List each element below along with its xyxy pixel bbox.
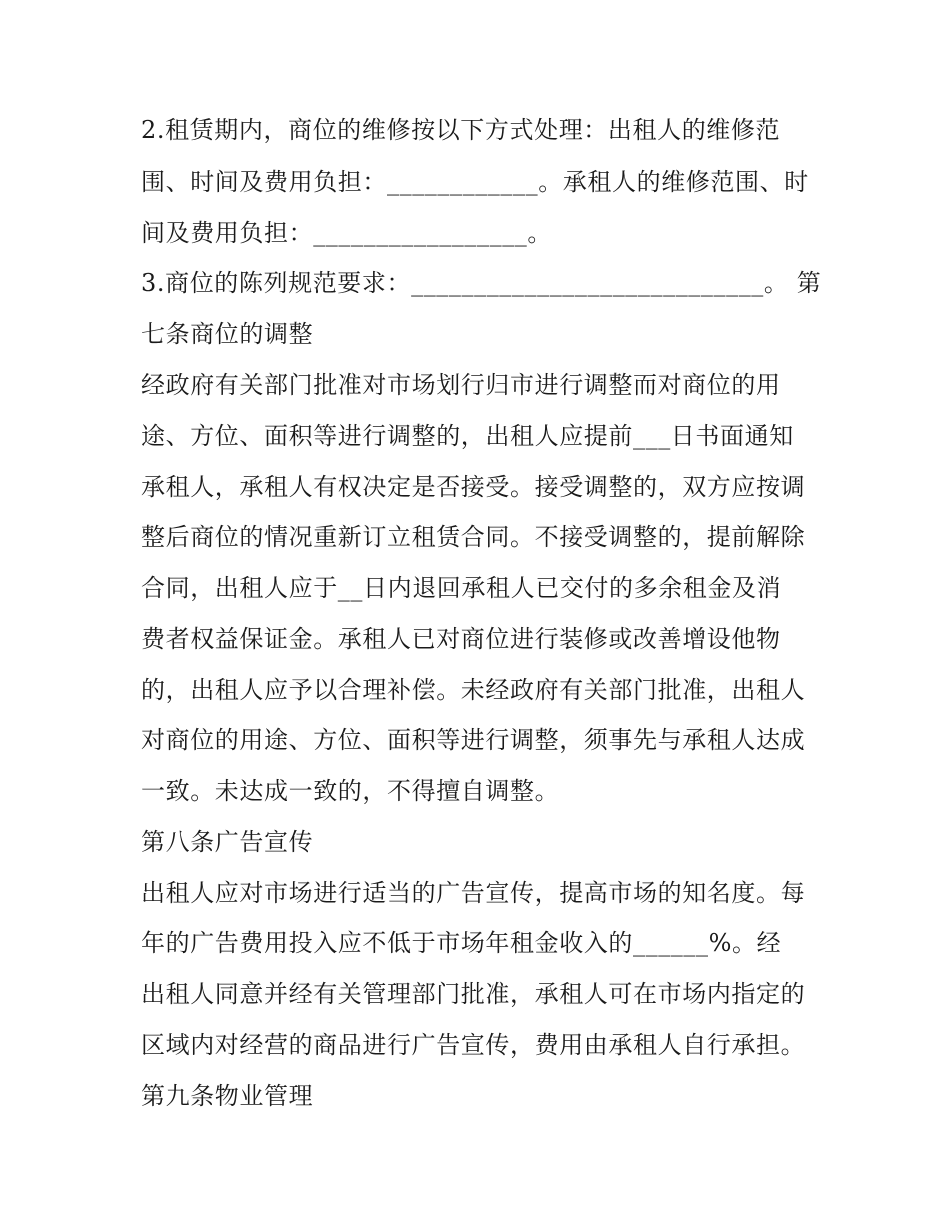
section-heading: 七条商位的调整 [141, 320, 314, 348]
text-line: 3.商位的陈列规范要求：____________________________。 第 [141, 269, 822, 297]
text-line: 出租人应对市场进行适当的广告宣传，提高市场的知名度。每 [141, 879, 806, 907]
section-heading: 第九条物业管理 [141, 1082, 314, 1110]
text-line: 经政府有关部门批准对市场划行归市进行调整而对商位的用 [141, 371, 781, 399]
text-line: 出租人同意并经有关管理部门批准，承租人可在市场内指定的 [141, 980, 806, 1008]
text-line: 间及费用负担：_________________。 [141, 219, 552, 247]
text-line: 的，出租人应予以合理补偿。未经政府有关部门批准，出租人 [141, 676, 806, 704]
section-heading: 第八条广告宣传 [141, 828, 314, 856]
text-line: 区域内对经营的商品进行广告宣传，费用由承租人自行承担。 [141, 1031, 806, 1059]
text-line: 对商位的用途、方位、面积等进行调整，须事先与承租人达成 [141, 726, 806, 754]
text-line: 费者权益保证金。承租人已对商位进行装修或改善增设他物 [141, 625, 781, 653]
text-line: 围、时间及费用负担：____________。承租人的维修范围、时 [141, 168, 809, 196]
text-line: 合同，出租人应于__日内退回承租人已交付的多余租金及消 [141, 574, 782, 602]
text-line: 承租人，承租人有权决定是否接受。接受调整的，双方应按调 [141, 473, 806, 501]
text-line: 年的广告费用投入应不低于市场年租金收入的______%。经 [141, 929, 782, 957]
text-line: 2.租赁期内，商位的维修按以下方式处理：出租人的维修范 [141, 116, 781, 144]
text-line: 一致。未达成一致的，不得擅自调整。 [141, 777, 560, 805]
text-line: 途、方位、面积等进行调整的，出租人应提前___日书面通知 [141, 422, 794, 450]
text-line: 整后商位的情况重新订立租赁合同。不接受调整的，提前解除 [141, 523, 806, 551]
